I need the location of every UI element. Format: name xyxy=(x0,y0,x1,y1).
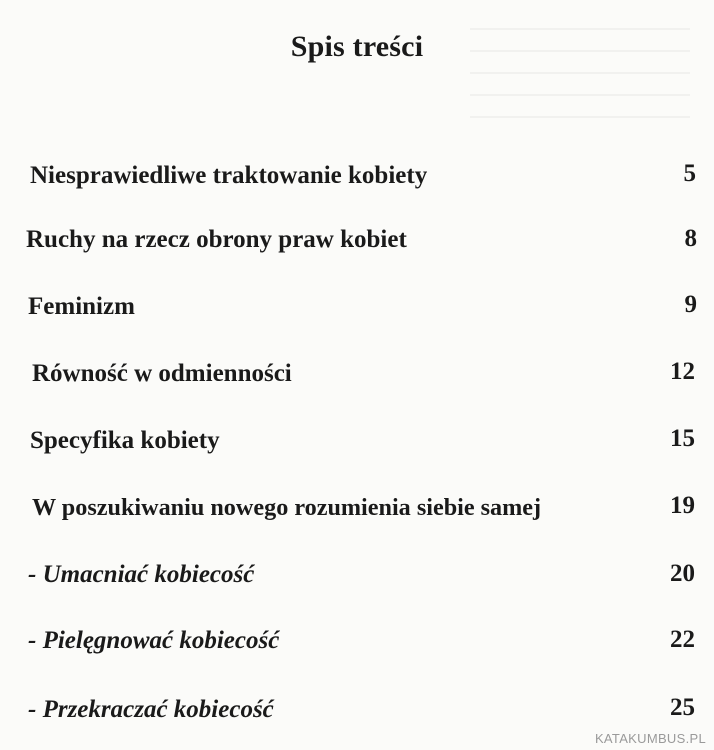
toc-entry-label: Feminizm xyxy=(28,293,135,320)
watermark-text: KATAKUMBUS.PL xyxy=(594,731,706,746)
toc-entry-label: Ruchy na rzecz obrony praw kobiet xyxy=(26,226,407,253)
toc-subentry-label: - Pielęgnować kobiecość xyxy=(28,627,280,654)
toc-entry-label: W poszukiwaniu nowego rozumienia siebie samej xyxy=(32,494,542,521)
page-title: Spis treści xyxy=(290,30,424,63)
toc-entry-page-number: 12 xyxy=(670,358,695,385)
toc-entry-page-number: 22 xyxy=(670,626,695,653)
toc-entry-label: Specyfika kobiety xyxy=(30,427,220,454)
toc-subentry-label: - Przekraczać kobiecość xyxy=(28,696,274,723)
toc-entry-page-number: 20 xyxy=(670,560,695,587)
toc-entry-page-number: 19 xyxy=(670,492,695,519)
toc-entry-page-number: 25 xyxy=(670,694,695,721)
toc-entry-page-number: 8 xyxy=(684,225,697,252)
toc-entry-label: Niesprawiedliwe traktowanie kobiety xyxy=(30,162,428,189)
toc-entry-page-number: 9 xyxy=(684,291,697,318)
toc-entry-page-number: 15 xyxy=(670,425,695,452)
toc-entry-label: Równość w odmienności xyxy=(32,360,292,387)
toc-entry-page-number: 5 xyxy=(683,160,696,187)
toc-subentry-label: - Umacniać kobiecość xyxy=(28,561,255,588)
